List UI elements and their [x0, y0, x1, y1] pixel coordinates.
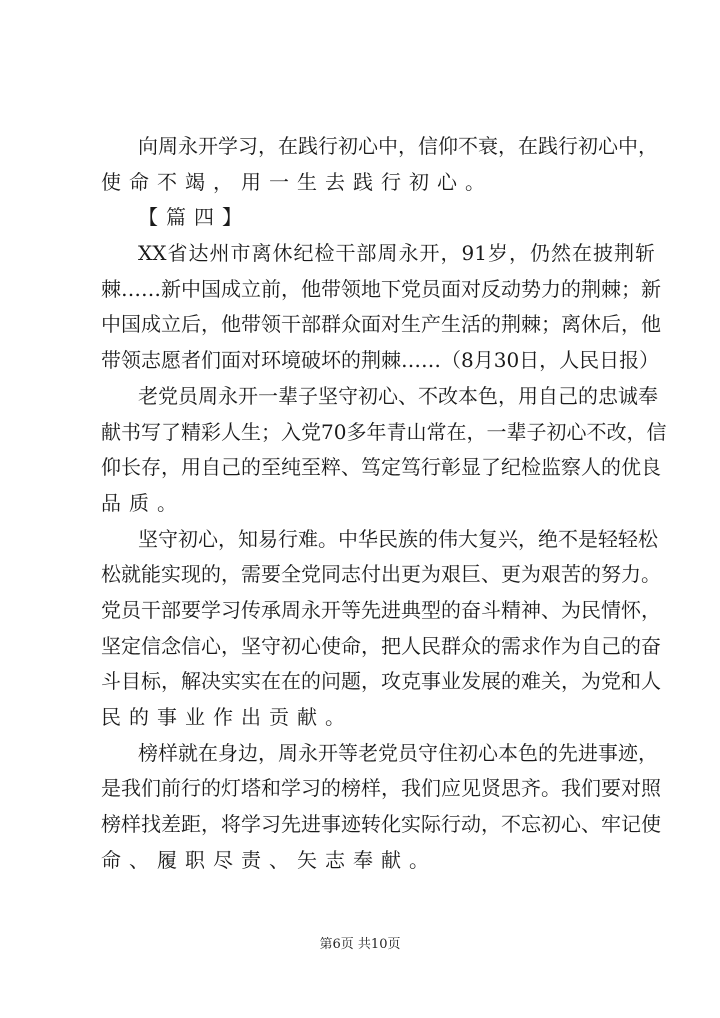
- text-line: XX省达州市离休纪检干部周永开，91岁，仍然在披荆斩: [138, 241, 655, 266]
- text-line: 老党员周永开一辈子坚守初心、不改本色，用自己的忠诚奉: [138, 383, 658, 408]
- text-line: 品质。: [101, 490, 185, 515]
- text-line: 斗目标，解决实实在在的问题，攻克事业发展的难关，为党和人: [101, 669, 661, 694]
- text-line: 使命不竭，用一生去践行初心。: [101, 169, 493, 194]
- text-line: 是我们前行的灯塔和学习的榜样，我们应见贤思齐。我们要对照: [101, 776, 661, 801]
- text-line: 献书写了精彩人生；入党70多年青山常在，一辈子初心不改，信: [101, 419, 667, 444]
- text-line: 中国成立后，他带领干部群众面对生产生活的荆棘；离休后，他: [101, 312, 661, 337]
- text-line: 仰长存，用自己的至纯至粹、笃定笃行彰显了纪检监察人的优良: [101, 455, 661, 480]
- page-number-footer: 第6页 共10页: [319, 937, 401, 952]
- text-line: 榜样就在身边，周永开等老党员守住初心本色的先进事迹，: [138, 740, 658, 765]
- text-line: 棘……新中国成立前，他带领地下党员面对反动势力的荆棘；新: [101, 276, 661, 301]
- text-line: 向周永开学习，在践行初心中，信仰不衰，在践行初心中，: [138, 134, 658, 158]
- text-line: 民的事业作出贡献。: [101, 705, 353, 729]
- text-line: 坚守初心，知易行难。中华民族的伟大复兴，绝不是轻轻松: [138, 526, 658, 551]
- section-heading: 【篇四】: [138, 205, 250, 230]
- text-line: 坚定信念信心，坚守初心使命，把人民群众的需求作为自己的奋: [101, 633, 661, 658]
- text-line: 命、履职尽责、矢志奉献。: [101, 847, 437, 872]
- text-line: 党员干部要学习传承周永开等先进典型的奋斗精神、为民情怀，: [101, 597, 661, 622]
- text-line: 榜样找差距，将学习先进事迹转化实际行动，不忘初心、牢记使: [101, 812, 661, 837]
- document-body: [101, 129, 667, 878]
- text-line: 带领志愿者们面对环境破坏的荆棘……（8月30日，人民日报）: [101, 348, 660, 373]
- text-line: 松就能实现的，需要全党同志付出更为艰巨、更为艰苦的努力。: [101, 562, 661, 587]
